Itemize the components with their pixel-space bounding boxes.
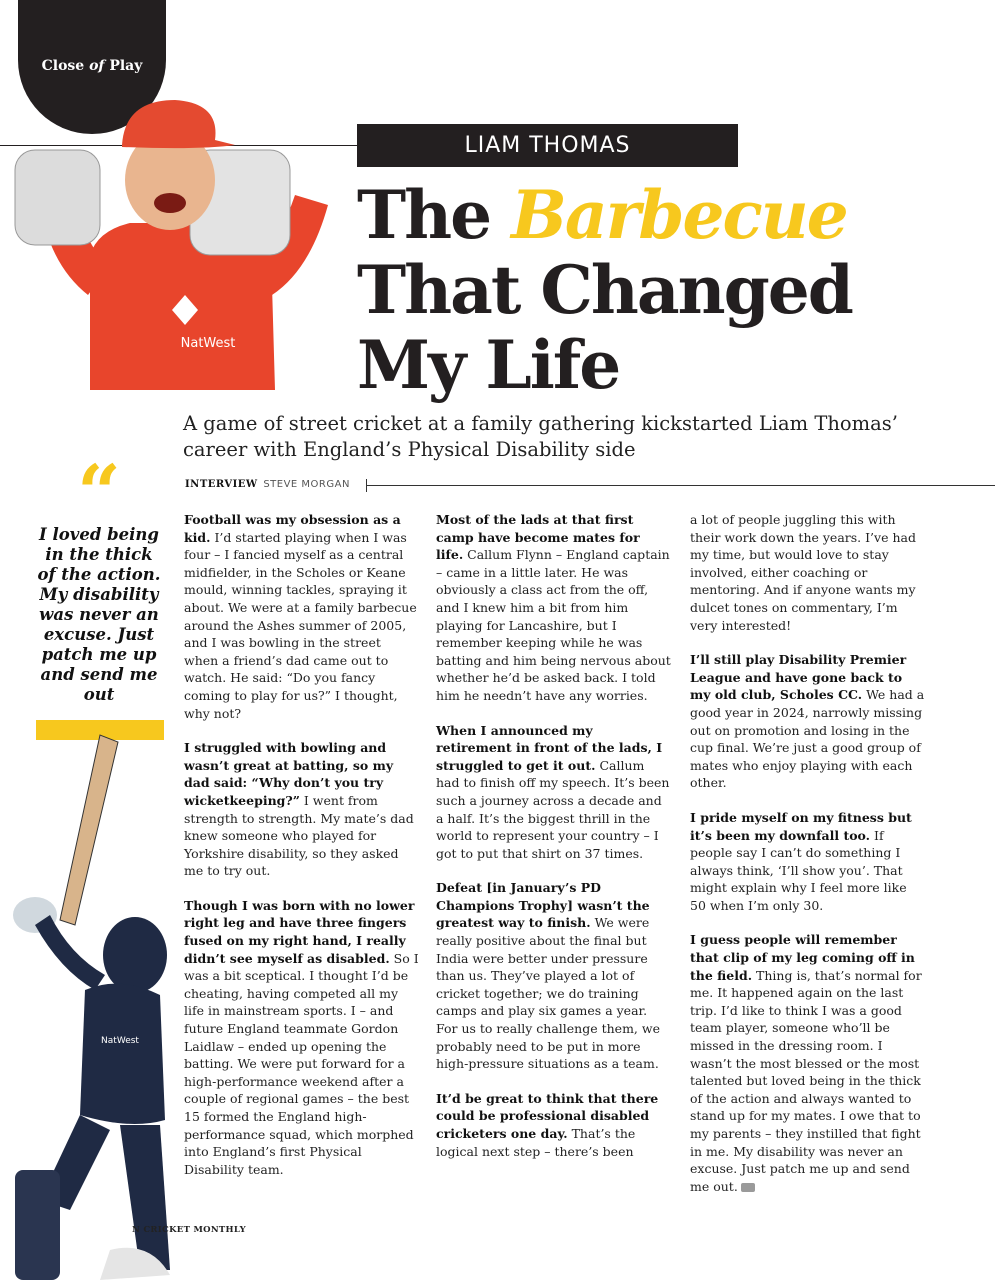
paragraph: I struggled with bowling and wasn’t great at batting, so my dad said: “Why don’t you try wicketkeeping?” I went from strength to strength. My mate’s dad knew someone who played for Yorkshire disability, so they asked me to try out. [184, 740, 414, 879]
quote-mark-icon: “ [77, 448, 121, 537]
paragraph: Defeat [in January’s PD Champions Trophy] wasn’t the greatest way to finish. We were really positive about the final but India were better under pressure than us. They’ve played a lot of cricket together; we do training camps and play six games a year. For us to really challenge them, we probably need to be put in more high-pressure situations as a team. [436, 880, 660, 1072]
footer-magazine-name: N CRICKET MONTHLY [132, 1225, 246, 1235]
body-column-2 [436, 511, 671, 1177]
shirt-sponsor-logo: NatWest [180, 336, 236, 351]
section-label: Close of Play [41, 58, 143, 74]
standfirst: A game of street cricket at a family gathering kickstarted Liam Thomas’ career with England’s Physical Disability side [183, 412, 898, 461]
interview-credit: INTERVIEW STEVE MORGAN [185, 479, 350, 490]
batsman-shirt-logo: NatWest [101, 1036, 139, 1046]
paragraph: I pride myself on my fitness but it’s been my downfall too. If people say I can’t do something I always think, ‘I’ll show you’. That might explain why I feel more like 50 when I’m only 30. [690, 809, 912, 913]
end-mark-icon [741, 1183, 755, 1192]
body-column-3 [690, 511, 925, 1212]
paragraph: It’d be great to think that there could be professional disabled cricketers one day. That’s the logical next step – there’s been [436, 1090, 659, 1159]
headline-highlight: Barbecue [511, 176, 847, 254]
paragraph: I guess people will remember that clip of my leg coming off in the field. Thing is, that’s normal for me. It happened again on the last trip. I’d like to think I was a good team player, someone who’ll be missed in the dressing room. I wasn’t the most blessed or the most talented but loved being in the thick of the action and always wanted to stand up for my mates. I owe that to my parents – they instilled that fight in me. My disability was never an excuse. Just patch me up and send me out. [690, 932, 922, 1194]
paragraph: When I announced my retirement in front of the lads, I struggled to get it out. Callum had to finish off my speech. It’s been such a journey across a decade and a half. It’s the biggest thrill in the world to represent your country – I got to put that shirt on 37 times. [436, 722, 670, 861]
paragraph: Most of the lads at that first camp have become mates for life. Callum Flynn – England captain – came in a little later. He was obviously a class act from the off, and I knew him a bit from him playing for Lancashire, but I remember keeping while he was batting and him being nervous about whether he’d be asked back. I told him he needn’t have any worries. [436, 512, 671, 703]
pull-quote: I loved being in the thick of the action. My disability was never an excuse. Just patch me up and send me out [37, 525, 161, 704]
headline: The Barbecue That Changed My Life [357, 176, 852, 404]
paragraph: I’ll still play Disability Premier League and have gone back to my old club, Scholes CC. We had a good year in 2024, narrowly missing out on promotion and losing in the cup final. We’re just a good group of mates who enjoy playing with each other. [690, 652, 925, 791]
credit-rule [366, 485, 995, 486]
body-column-1 [184, 511, 419, 1195]
byline: LIAM THOMAS [357, 124, 738, 167]
batsman-photo [0, 730, 180, 1280]
paragraph: Though I was born with no lower right leg and have three fingers fused on my right hand, I really didn’t see myself as disabled. So I was a bit sceptical. I thought I’d be cheating, having competed all my life in mainstream sports. I – and future England teammate Gordon Laidlaw – ended up opening the batting. We were put forward for a high-performance weekend after a couple of regional games – the best 15 formed the England high-performance squad, which morphed into England’s first Physical Disability team. [184, 897, 419, 1177]
wicketkeeper-photo [10, 95, 350, 395]
paragraph: a lot of people juggling this with their work down the years. I’ve had my time, but would love to stay involved, either coaching or mentoring. And if anyone wants my dulcet tones on commentary, I’m very interested! [690, 512, 916, 633]
paragraph: Football was my obsession as a kid. I’d started playing when I was four – I fancied myself as a central midfielder, in the Scholes or Keane mould, winning tackles, spraying it about. We were at a family barbecue around the Ashes summer of 2005, and I was bowling in the street when a friend’s dad came out to watch. He said: “Do you fancy coming to play for us?” I thought, why not? [184, 512, 417, 721]
